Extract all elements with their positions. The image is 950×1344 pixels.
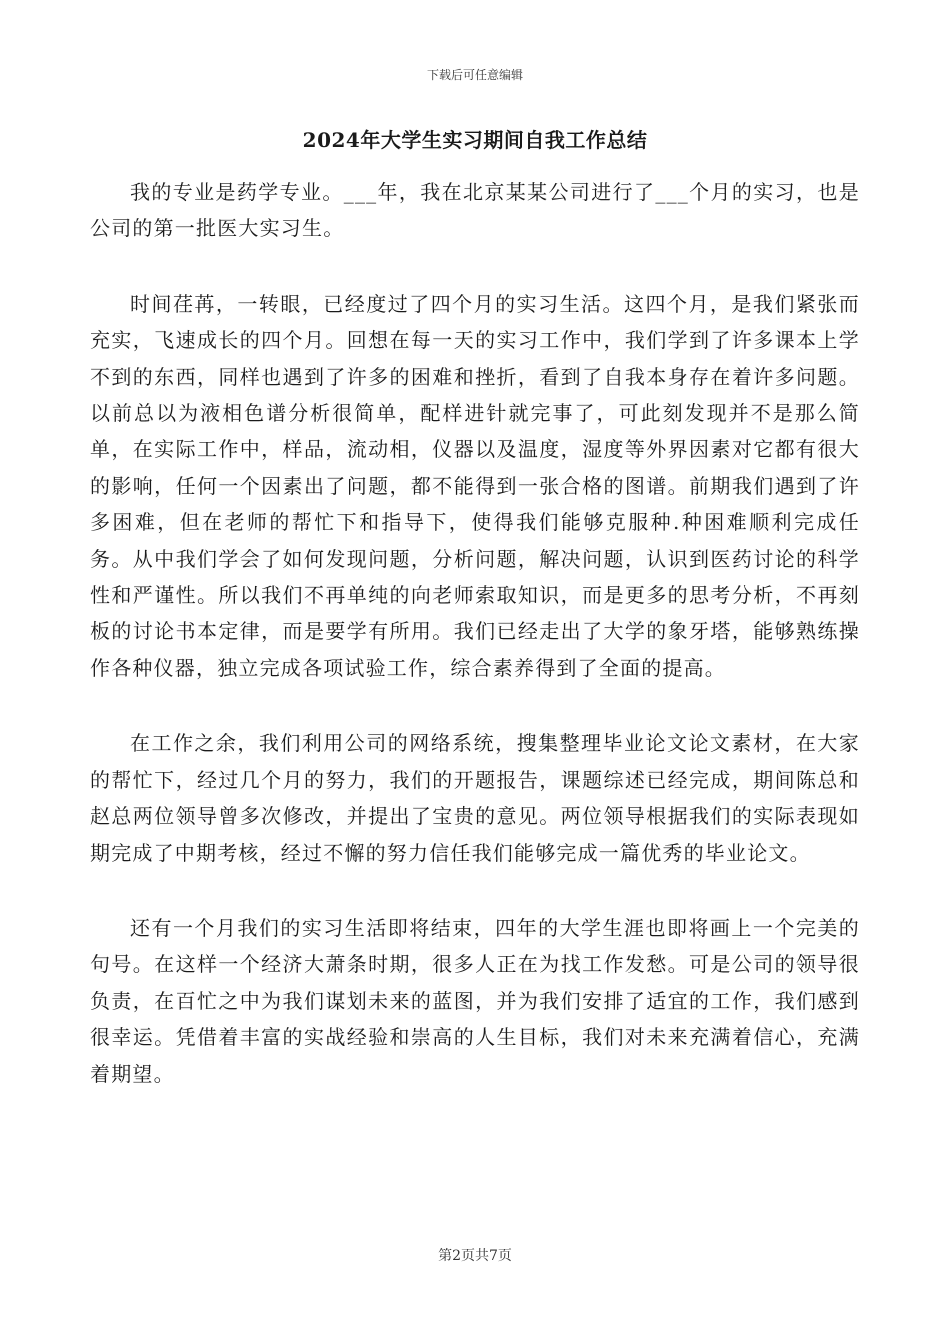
page-number: 第2页共7页	[438, 1248, 512, 1264]
paragraph-conclusion: 还有一个月我们的实习生活即将结束，四年的大学生涯也即将画上一个完美的句号。在这样一个经济大萧条时期，很多人正在为找工作发愁。可是公司的领导很负责，在百忙之中为我们谋划未来的蓝图，并为我们安排了适宜的工作，我们感到很幸运。凭借着丰富的实战经验和崇高的人生目标，我们对未来充满着信心，充满着期望。	[90, 915, 860, 1086]
page-header-note: 下载后可任意编辑	[426, 68, 523, 82]
paragraph-intro: 我的专业是药学专业。___年，我在北京某某公司进行了___个月的实习，也是公司的第一批医大实习生。	[90, 180, 860, 241]
document-body	[90, 174, 860, 1131]
document-title: 2024年大学生实习期间自我工作总结	[302, 128, 648, 152]
paragraph-experience: 时间荏苒，一转眼，已经度过了四个月的实习生活。这四个月，是我们紧张而充实，飞速成长的四个月。回想在每一天的实习工作中，我们学到了许多课本上学不到的东西，同样也遇到了许多的困难和挫折，看到了自我本身存在着许多问题。以前总以为液相色谱分析很简单，配样进针就完事了，可此刻发现并不是那么简单，在实际工作中，样品，流动相，仪器以及温度，湿度等外界因素对它都有很大的影响，任何一个因素出了问题，都不能得到一张合格的图谱。前期我们遇到了许多困难，但在老师的帮忙下和指导下，使得我们能够克服种.种困难顺利完成任务。从中我们学会了如何发现问题，分析问题，解决问题，认识到医药讨论的科学性和严谨性。所以我们不再单纯的向老师索取知识，而是更多的思考分析，不再刻板的讨论书本定律，而是要学有所用。我们已经走出了大学的象牙塔，能够熟练操作各种仪器，独立完成各项试验工作，综合素养得到了全面的提高。	[90, 291, 860, 680]
paragraph-thesis: 在工作之余，我们利用公司的网络系统，搜集整理毕业论文论文素材，在大家的帮忙下，经过几个月的努力，我们的开题报告，课题综述已经完成，期间陈总和赵总两位领导曾多次修改，并提出了宝贵的意见。两位领导根据我们的实际表现如期完成了中期考核，经过不懈的努力信任我们能够完成一篇优秀的毕业论文。	[90, 731, 860, 865]
